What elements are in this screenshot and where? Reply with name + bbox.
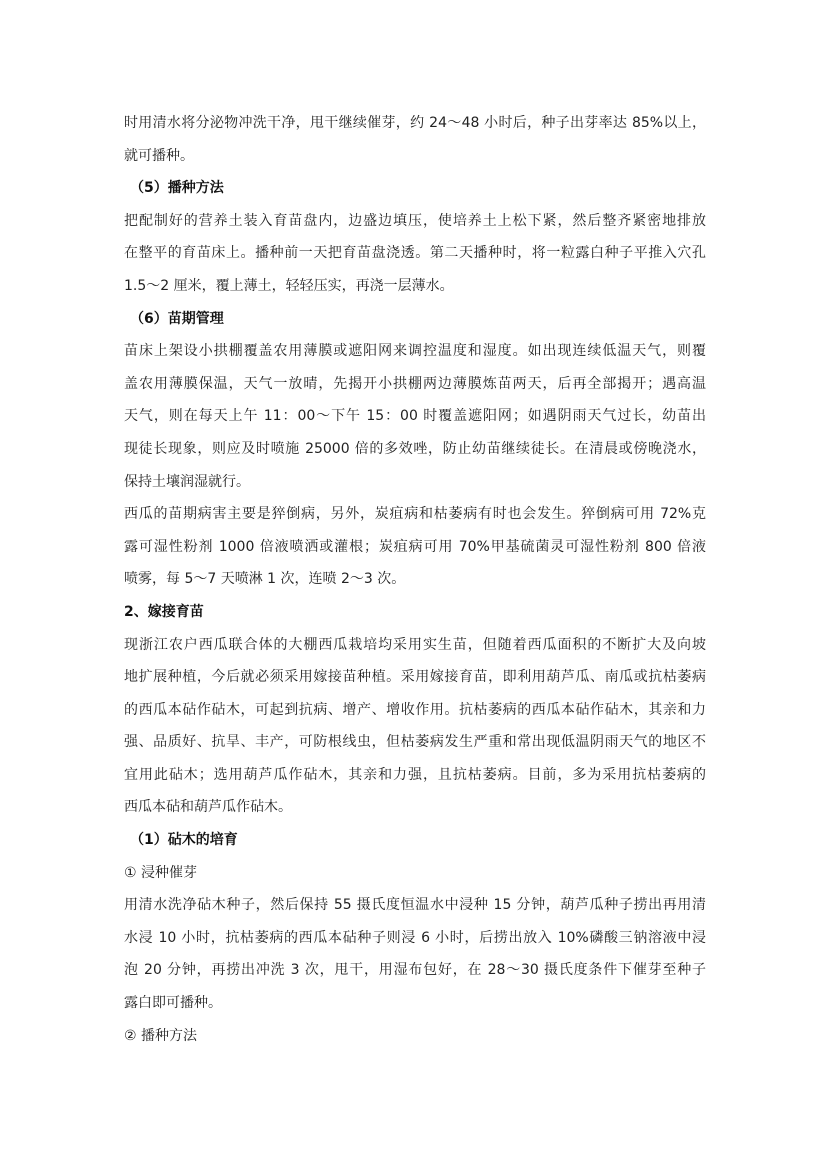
- text-line: 西瓜本砧和葫芦瓜作砧木。: [124, 799, 292, 816]
- section-heading: （6）苗期管理: [130, 310, 224, 327]
- text-line: 现徒长现象，则应及时喷施 25000 倍的多效唑，防止幼苗继续徒长。在清晨或傍晚浇水，: [124, 440, 706, 457]
- subsection-label: ② 播种方法: [124, 1027, 198, 1044]
- text-line: 在整平的育苗床上。播种前一天把育苗盘浇透。第二天播种时，将一粒露白种子平推入穴孔: [124, 245, 706, 262]
- text-line: 的西瓜本砧作砧木，可起到抗病、增产、增收作用。抗枯萎病的西瓜本砧作砧木，其亲和力: [124, 701, 706, 718]
- text-line: 盖农用薄膜保温，天气一放晴，先揭开小拱棚两边薄膜炼苗两天，后再全部揭开；遇高温: [124, 375, 706, 392]
- text-line: 露可湿性粉剂 1000 倍液喷洒或灌根；炭疽病可用 70%甲基硫菌灵可湿性粉剂 800 倍液: [124, 538, 706, 555]
- text-line: 宜用此砧木；选用葫芦瓜作砧木，其亲和力强，且抗枯萎病。目前，多为采用抗枯萎病的: [124, 766, 706, 783]
- text-line: 地扩展种植，今后就必须采用嫁接苗种植。采用嫁接育苗，即利用葫芦瓜、南瓜或抗枯萎病: [124, 669, 706, 686]
- text-line: 水浸 10 小时，抗枯萎病的西瓜本砧种子则浸 6 小时，后捞出放入 10%磷酸三钠溶液中浸: [124, 929, 706, 946]
- text-line: 泡 20 分钟，再捞出冲洗 3 次，甩干，用湿布包好，在 28～30 摄氏度条件下催芽至种子: [124, 962, 706, 979]
- subsection-label: ① 浸种催芽: [124, 864, 198, 881]
- text-line: 就可播种。: [124, 147, 194, 164]
- text-line: 苗床上架设小拱棚覆盖农用薄膜或遮阳网来调控温度和湿度。如出现连续低温天气，则覆: [124, 343, 706, 360]
- document-body: [124, 107, 706, 1052]
- section-heading: （5）播种方法: [130, 180, 224, 197]
- text-line: 露白即可播种。: [124, 995, 222, 1012]
- text-line: 时用清水将分泌物冲洗干净，甩干继续催芽，约 24～48 小时后，种子出芽率达 85%以上，: [124, 115, 706, 131]
- text-line: 强、品质好、抗旱、丰产，可防根线虫，但枯萎病发生严重和常出现低温阴雨天气的地区不: [124, 734, 706, 751]
- text-line: 西瓜的苗期病害主要是猝倒病，另外，炭疽病和枯萎病有时也会发生。猝倒病可用 72%克: [124, 506, 706, 523]
- text-line: 喷雾，每 5～7 天喷淋 1 次，连喷 2～3 次。: [124, 571, 406, 588]
- text-line: 把配制好的营养土装入育苗盘内，边盛边填压，使培养土上松下紧，然后整齐紧密地排放: [124, 212, 706, 229]
- text-line: 1.5～2 厘米，覆上薄土，轻轻压实，再浇一层薄水。: [124, 277, 454, 294]
- text-line: 用清水洗净砧木种子，然后保持 55 摄氏度恒温水中浸种 15 分钟，葫芦瓜种子捞出再用清: [124, 897, 706, 914]
- text-line: 现浙江农户西瓜联合体的大棚西瓜栽培均采用实生苗，但随着西瓜面积的不断扩大及向坡: [124, 636, 706, 653]
- text-line: 天气，则在每天上午 11：00～下午 15：00 时覆盖遮阳网；如遇阴雨天气过长，幼苗出: [124, 408, 706, 425]
- text-line: 保持土壤润湿就行。: [124, 473, 250, 490]
- section-heading: （1）砧木的培育: [130, 832, 238, 849]
- section-heading: 2、嫁接育苗: [124, 603, 204, 620]
